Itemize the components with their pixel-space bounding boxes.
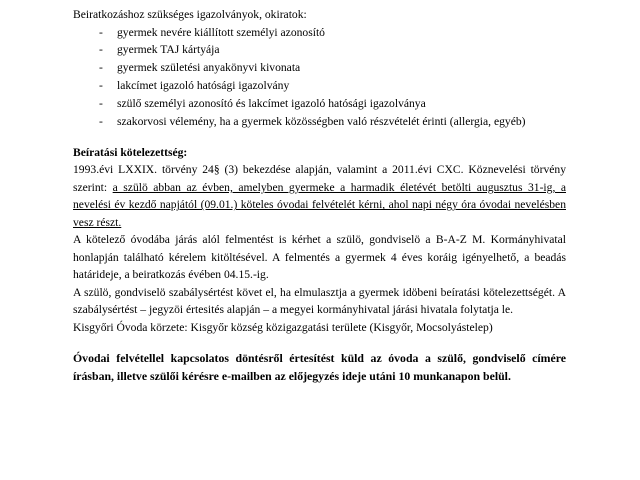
list-item-label: gyermek születési anyakönyvi kivonata <box>117 61 301 75</box>
list-item <box>73 41 566 59</box>
list-item-label: lakcímet igazoló hatósági igazolvány <box>117 79 290 93</box>
list-item-label: szülő személyi azonosító és lakcímet igazoló hatósági igazolványa <box>117 97 426 111</box>
bullet-dash-icon: - <box>99 61 103 75</box>
offence-paragraph: A szülö, gondviselö szabálysértést követ el, ha elmulasztja a gyermek idöbeni beíratási kötelezettségét. A szabálysértést – jegyzöi értesités alapján – a megyei kormányhivatal járási hivatala folytatja le. <box>73 285 566 317</box>
list-item <box>73 95 566 113</box>
legal-paragraph-lead: 1993.évi LXXIX. törvény 24§ (3) bekezdése alapján, valamint a 2011.évi CXC. Köznevelési törvény szerint: <box>73 163 566 194</box>
required-documents-list <box>73 24 566 131</box>
document-body <box>73 6 566 385</box>
notification-paragraph: Óvodai felvétellel kapcsolatos döntésről értesítést küld az óvoda a szülő, gondviselő címére írásban, illetve szülői kérésre e-mailben az előjegyzés ideje utáni 10 munkanapon belül. <box>73 351 566 384</box>
district-paragraph: Kisgyőri Óvoda körzete: Kisgyőr község közigazgatási területe (Kisgyőr, Mocsolyástelep) <box>73 320 493 334</box>
obligation-heading: Beíratási kötelezettség: <box>73 145 188 159</box>
exemption-paragraph: A kötelező óvodába járás alól felmentést is kérhet a szülö, gondviselö a B-A-Z M. Kormányhivatal honlapján található kérelem kitöltésével. A felmentés a gyermek 4 éves koráig igényelhető, a beadás határideje, a beiratkozás évében 04.15.-ig. <box>73 233 566 282</box>
list-item <box>73 77 566 95</box>
list-item <box>73 59 566 77</box>
list-item-label: gyermek TAJ kártyája <box>117 43 220 57</box>
list-item-label: gyermek nevére kiállított személyi azonosító <box>117 25 325 39</box>
list-item-label: szakorvosi vélemény, ha a gyermek közösségben való részvételét érinti (allergia, egyéb) <box>117 115 526 129</box>
legal-paragraph <box>73 161 566 231</box>
bullet-dash-icon: - <box>99 79 103 93</box>
legal-paragraph-underlined: a szülö abban az évben, amelyben gyermeke a harmadik életévét betölti augusztus 31-ig, a nevelési év kezdő napjától (09.01.) köteles óvodai felvételét kérni, ahol napi négy óra óvodai nevelésben vesz részt. <box>73 180 566 229</box>
bullet-dash-icon: - <box>99 25 103 39</box>
intro-heading: Beiratkozáshoz szükséges igazolványok, okiratok: <box>73 8 307 21</box>
bullet-dash-icon: - <box>99 115 103 129</box>
list-item <box>73 113 566 131</box>
bullet-dash-icon: - <box>99 43 103 57</box>
bullet-dash-icon: - <box>99 97 103 111</box>
list-item <box>73 24 566 42</box>
